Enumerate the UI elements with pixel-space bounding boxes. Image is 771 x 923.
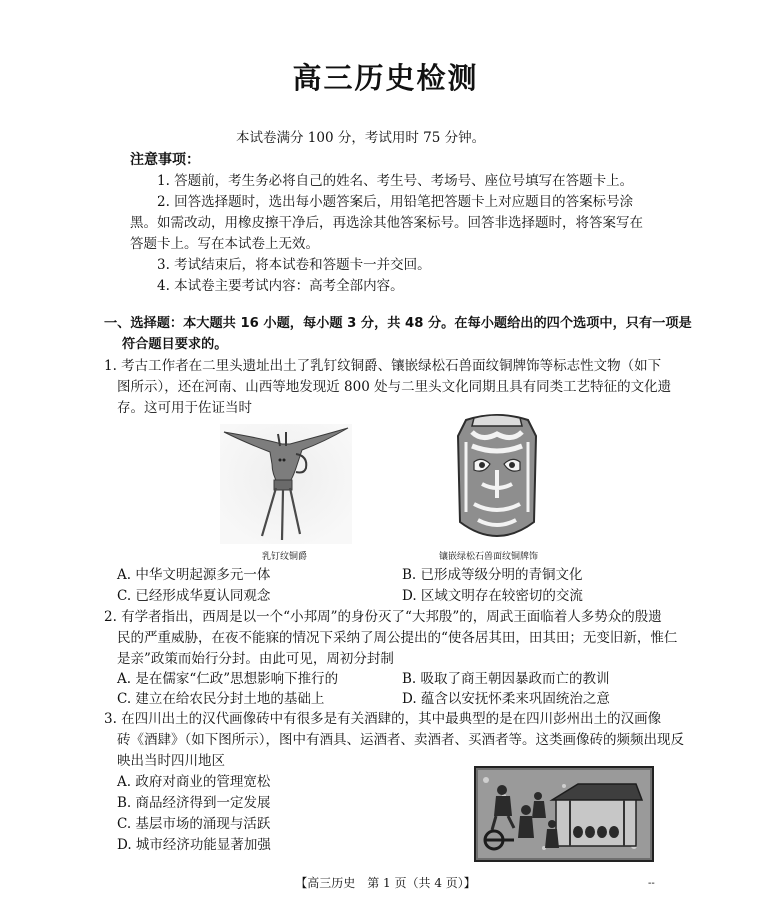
- q3-option-a: A. 政府对商业的管理宽松: [117, 774, 271, 790]
- page-footer: 【高三历史 第 1 页（共 4 页）】: [295, 876, 476, 890]
- exam-intro: 本试卷满分 100 分，考试用时 75 分钟。: [236, 130, 486, 146]
- q1-option-c: C. 已经形成华夏认同观念: [117, 588, 271, 604]
- notice-line-2: 2. 回答选择题时，选出每小题答案后，用铅笔把答题卡上对应题目的答案标号涂: [157, 194, 634, 210]
- notice-line-4: 答题卡上。写在本试卷上无效。: [130, 236, 319, 252]
- notice-line-6: 4. 本试卷主要考试内容：高考全部内容。: [157, 278, 404, 294]
- turquoise-plaque-image: [452, 412, 542, 546]
- q2-stem-1: 2. 有学者指出，西周是以一个“小邦周”的身份灭了“大邦殷”的，周武王面临着人多势众的殷遗: [104, 609, 662, 625]
- q1-option-b: B. 已形成等级分明的青铜文化: [402, 567, 583, 583]
- fig1-caption: 乳钉纹铜爵: [262, 552, 308, 562]
- q2-option-d: D. 蕴含以安抚怀柔来巩固统治之意: [402, 691, 610, 707]
- q3-stem-1: 3. 在四川出土的汉代画像砖中有很多是有关酒肆的，其中最典型的是在四川彭州出土的汉画像: [104, 711, 662, 727]
- q2-option-c: C. 建立在给农民分封土地的基础上: [117, 691, 325, 707]
- q2-option-a: A. 是在儒家“仁政”思想影响下推行的: [117, 671, 339, 687]
- q1-option-a: A. 中华文明起源多元一体: [117, 567, 271, 583]
- q1-stem-2: 图所示），还在河南、山西等地发现近 800 处与二里头文化同期且具有同类工艺特征的文化遗: [117, 379, 672, 395]
- q1-option-d: D. 区域文明存在较密切的交流: [402, 588, 583, 604]
- notice-line-1: 1. 答题前，考生务必将自己的姓名、考生号、考场号、座位号填写在答题卡上。: [157, 173, 634, 189]
- fig2-caption: 镶嵌绿松石兽面纹铜牌饰: [439, 552, 539, 562]
- bronze-jue-image: [220, 424, 352, 544]
- q3-stem-2: 砖《酒肆》（如下图所示），图中有酒具、运酒者、卖酒者、买酒者等。这类画像砖的频频出现反: [117, 732, 684, 748]
- section1-heading-line2: 符合题目要求的。: [122, 337, 228, 352]
- q3-option-d: D. 城市经济功能显著加强: [117, 837, 271, 853]
- page-title: 高三历史检测: [292, 61, 479, 95]
- q2-option-b: B. 吸取了商王朝因暴政而亡的教训: [402, 671, 610, 687]
- section1-heading-line1: 一、选择题：本大题共 16 小题，每小题 3 分，共 48 分。在每小题给出的四个选项中，只有一项是: [104, 316, 692, 331]
- q1-stem-3: 存。这可用于佐证当时: [117, 400, 252, 416]
- notice-line-3: 黑。如需改动，用橡皮擦干净后，再选涂其他答案标号。回答非选择题时，将答案写在: [130, 215, 643, 231]
- notice-heading: 注意事项：: [130, 152, 200, 168]
- q3-option-c: C. 基层市场的涌现与活跃: [117, 816, 271, 832]
- q2-stem-3: 是亲”政策而始行分封。由此可见，周初分封制: [117, 651, 394, 667]
- q1-stem-1: 1. 考古工作者在二里头遗址出土了乳钉纹铜爵、镶嵌绿松石兽面纹铜牌饰等标志性文物（如下: [104, 358, 662, 374]
- notice-line-5: 3. 考试结束后，将本试卷和答题卡一并交回。: [157, 257, 431, 273]
- q3-stem-3: 映出当时四川地区: [117, 753, 225, 769]
- wine-shop-brick-image: [474, 766, 654, 862]
- q3-option-b: B. 商品经济得到一定发展: [117, 795, 271, 811]
- q2-stem-2: 民的严重威胁，在夜不能寐的情况下采纳了周公提出的“使各居其田，田其田；无变旧新，惟仁: [117, 630, 678, 646]
- corner-mark: --: [648, 878, 655, 889]
